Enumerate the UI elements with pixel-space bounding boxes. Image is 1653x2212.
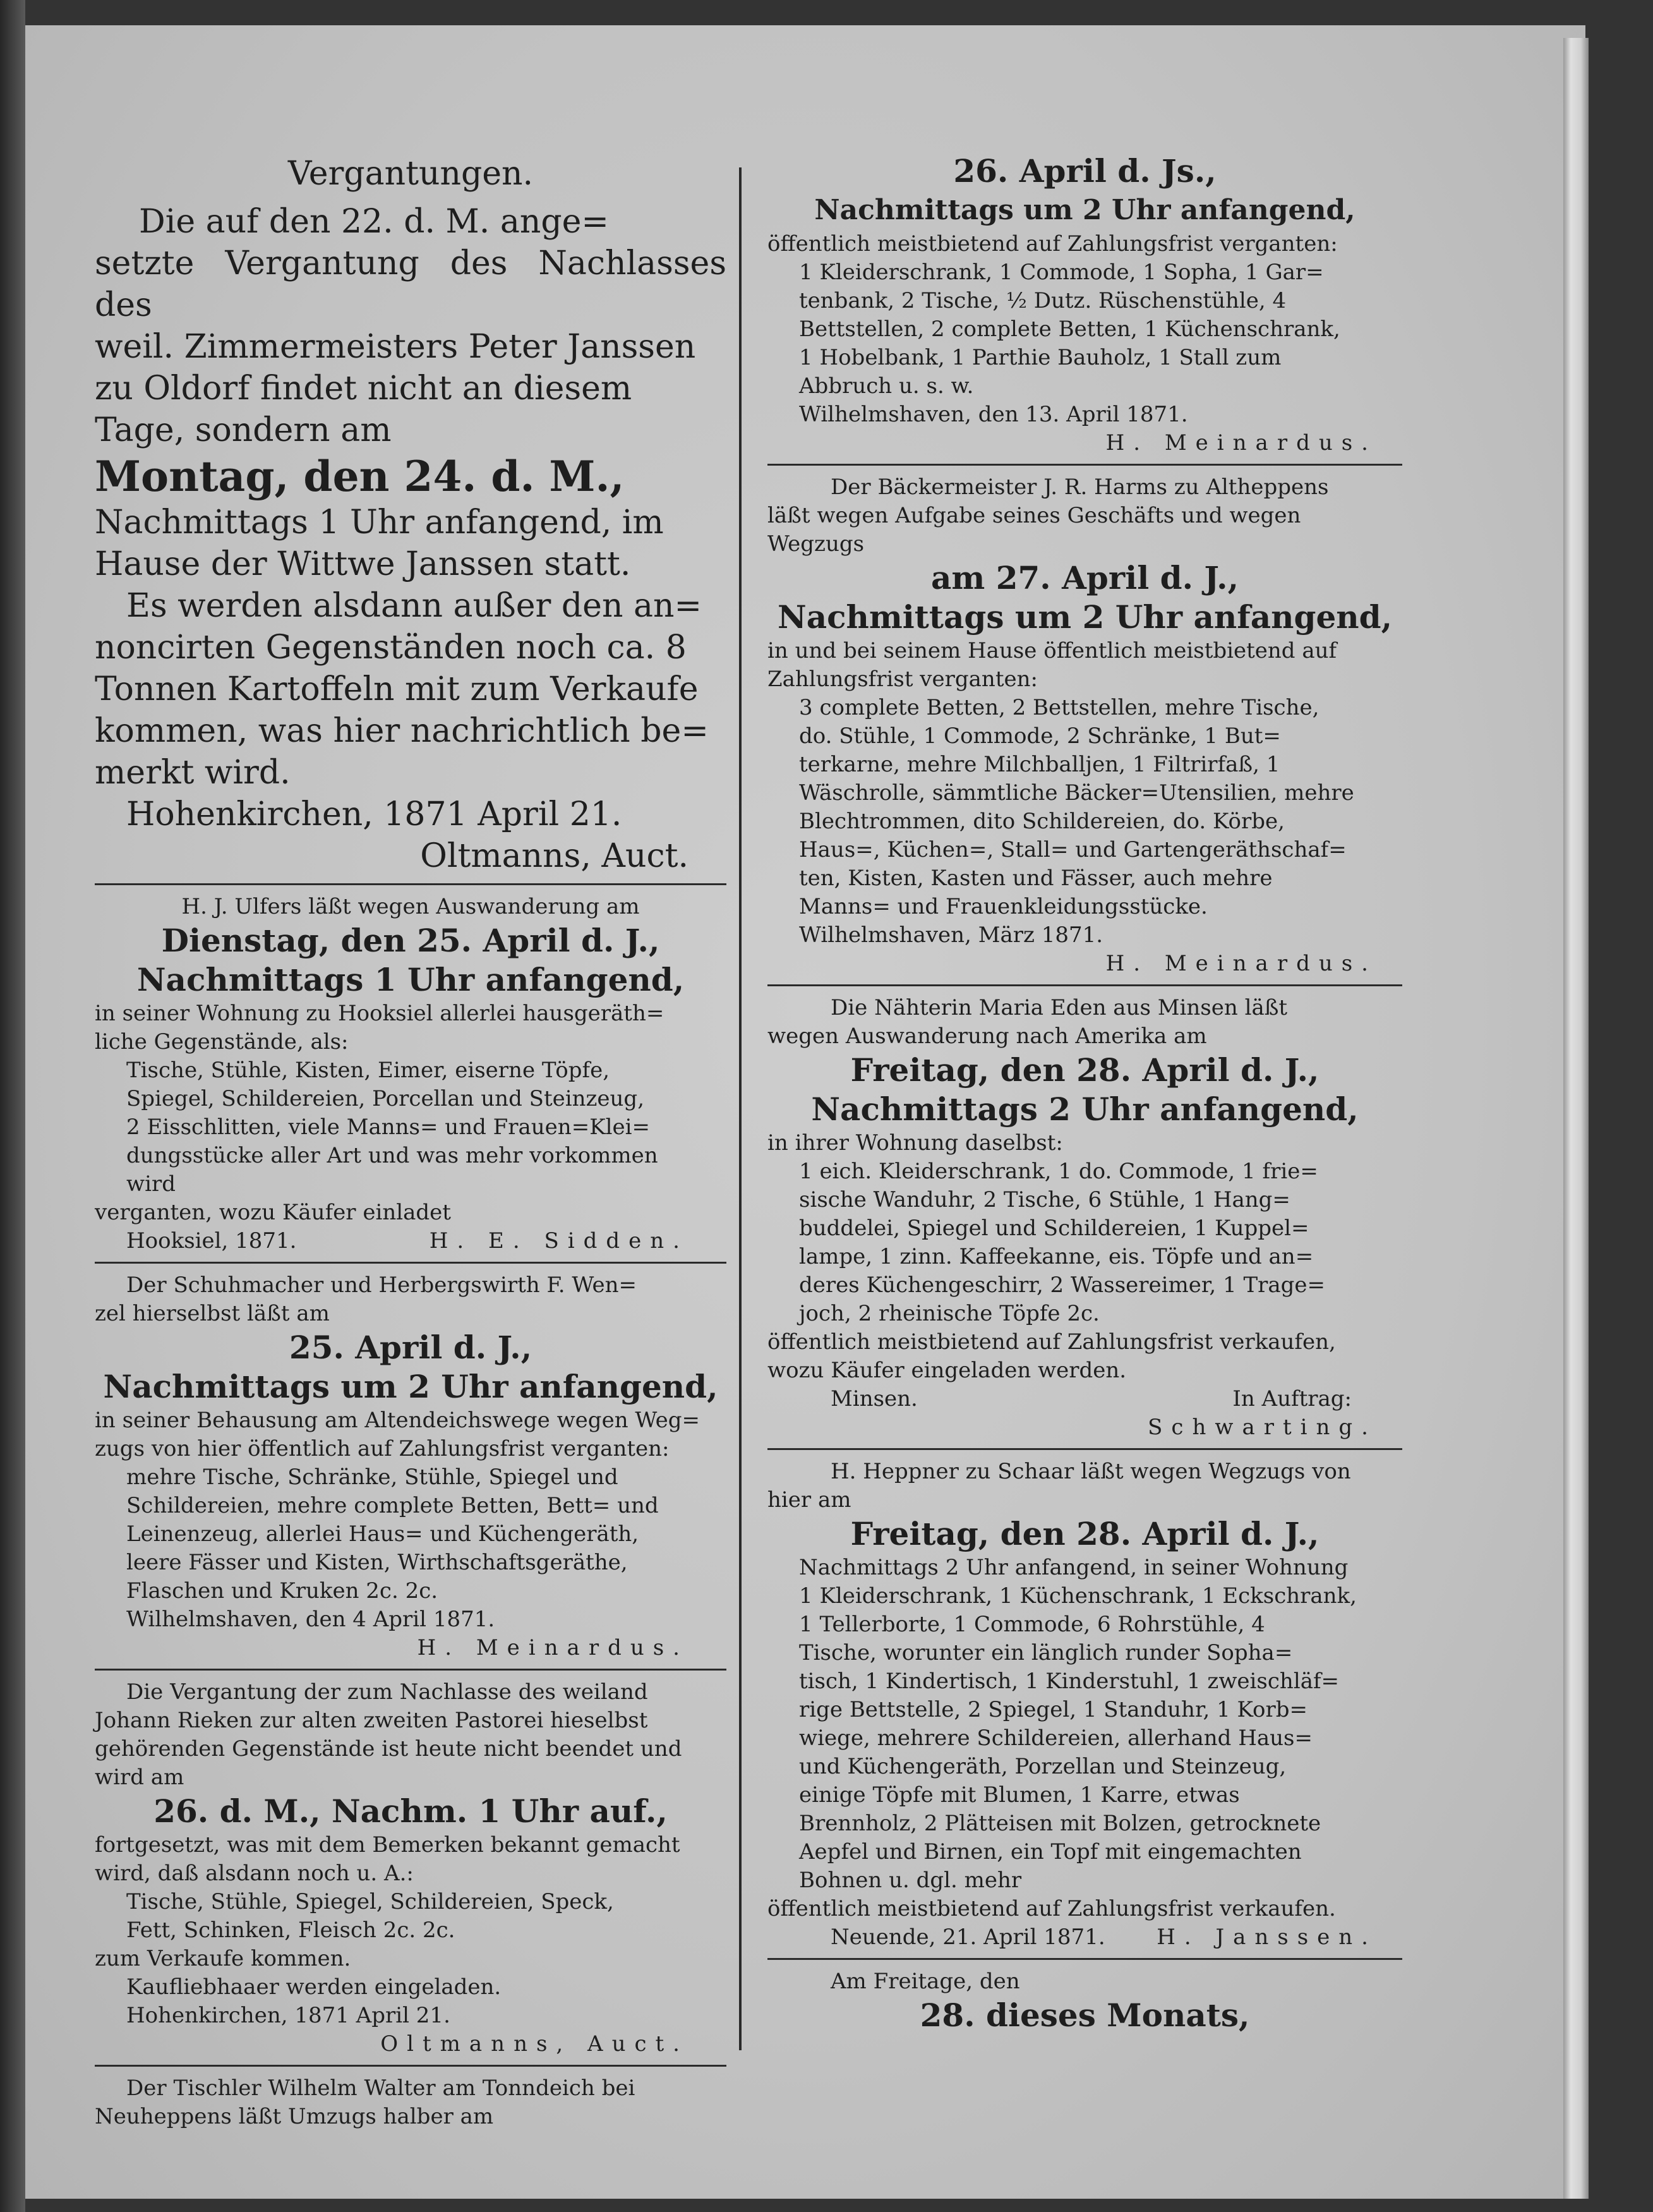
- item-line: Blechtrommen, dito Schildereien, do. Körbe,: [799, 809, 1285, 834]
- signature: Oltmanns, Auct.: [380, 2031, 688, 2057]
- in-auftrag: In Auftrag:: [1232, 1386, 1352, 1411]
- item-line: Brennholz, 2 Plätteisen mit Bolzen, getrocknete: [799, 1811, 1321, 1836]
- notice-line: hier am: [767, 1487, 851, 1513]
- notice-intro: zel hierselbst läßt am: [95, 1301, 330, 1326]
- item-line: einige Töpfe mit Blumen, 1 Karre, etwas: [799, 1782, 1240, 1808]
- notice-line: zu Oldorf findet nicht an diesem: [95, 370, 632, 408]
- item-line: wiege, mehrere Schildereien, allerhand Haus=: [799, 1725, 1313, 1751]
- notice-line: gehörenden Gegenstände ist heute nicht beendet und: [95, 1736, 682, 1762]
- notice-line: Die Vergantung der zum Nachlasse des weiland: [126, 1679, 648, 1705]
- notice-walter: [95, 2074, 726, 2131]
- signature: H. Meinardus.: [417, 1635, 688, 1660]
- item-line: wird: [126, 1171, 176, 1197]
- item-line: Wäschrolle, sämmtliche Bäcker=Utensilien, mehre: [799, 780, 1354, 806]
- signature: Schwarting.: [1148, 1415, 1377, 1440]
- notice-line: Die Nähterin Maria Eden aus Minsen läßt: [831, 995, 1288, 1020]
- item-line: Abbruch u. s. w.: [799, 373, 974, 399]
- notice-closing: verganten, wozu Käufer einladet: [95, 1200, 451, 1225]
- notice-line: weil. Zimmermeisters Peter Janssen: [95, 328, 696, 366]
- divider: [95, 1669, 726, 1671]
- auction-date: 26. d. M., Nachm. 1 Uhr auf.,: [153, 1792, 668, 1830]
- notice-line: Hause der Wittwe Janssen statt.: [95, 545, 631, 583]
- divider: [95, 883, 726, 885]
- item-line: Manns= und Frauenkleidungsstücke.: [799, 894, 1208, 919]
- divider: [767, 464, 1402, 466]
- item-line: mehre Tische, Schränke, Stühle, Spiegel und: [126, 1465, 618, 1490]
- notice-line: wegen Auswanderung nach Amerika am: [767, 1024, 1207, 1049]
- notice-line: Die auf den 22. d. M. ange=: [139, 203, 609, 241]
- item-line: buddelei, Spiegel und Schildereien, 1 Kuppel=: [799, 1216, 1309, 1241]
- notice-intro: H. J. Ulfers läßt wegen Auswanderung am: [181, 894, 640, 919]
- notice-line: Neuheppens läßt Umzugs halber am: [95, 2104, 494, 2129]
- signature: Oltmanns, Auct.: [420, 837, 688, 875]
- item-line: dungsstücke aller Art und was mehr vorkommen: [126, 1143, 658, 1168]
- footer-row: [767, 1923, 1402, 1952]
- notice-line: wird am: [95, 1765, 184, 1790]
- notice-line: Johann Rieken zur alten zweiten Pastorei hieselbst: [95, 1708, 648, 1733]
- item-line: tenbank, 2 Tische, ½ Dutz. Rüschenstühle, 4: [799, 288, 1287, 313]
- notice-heppner: [767, 1458, 1402, 1952]
- notice-line: Nachmittags 2 Uhr anfangend, in seiner Wohnung: [799, 1555, 1349, 1580]
- notice-line: in seiner Behausung am Altendeichswege wegen Weg=: [95, 1408, 700, 1433]
- notice-line: Zahlungsfrist verganten:: [767, 667, 1038, 692]
- auction-date: Dienstag, den 25. April d. J.,: [161, 922, 660, 959]
- notice-harms: [767, 473, 1402, 978]
- item-line: Schildereien, mehre complete Betten, Bett= und: [126, 1493, 659, 1518]
- notice-line: Der Bäckermeister J. R. Harms zu Altheppens: [831, 474, 1329, 500]
- notice-line: Tage, sondern am: [95, 411, 392, 449]
- notice-rieken: [95, 1678, 726, 2058]
- notice-ulfers: [95, 893, 726, 1255]
- auction-time: Nachmittags um 2 Uhr anfangend,: [103, 1368, 718, 1405]
- item-line: Tische, worunter ein länglich runder Sopha=: [799, 1640, 1293, 1665]
- section-heading: Vergantungen.: [287, 155, 534, 193]
- notice-line: fortgesetzt, was mit dem Bemerken bekannt gemacht: [95, 1832, 680, 1858]
- notice-line: H. Heppner zu Schaar läßt wegen Wegzugs von: [831, 1459, 1351, 1484]
- item-line: Spiegel, Schildereien, Porcellan und Steinzeug,: [126, 1086, 645, 1111]
- divider: [95, 1262, 726, 1264]
- notice-line: Wegzugs: [767, 531, 865, 557]
- item-line: 1 Kleiderschrank, 1 Commode, 1 Sopha, 1 Gar=: [799, 260, 1324, 285]
- notice-walter-continued: [767, 152, 1402, 457]
- auction-date: 28. dieses Monats,: [920, 1997, 1250, 2034]
- auction-date: 26. April d. Js.,: [953, 152, 1217, 190]
- notice-line: in seiner Wohnung zu Hooksiel allerlei hausgeräth=: [95, 1001, 664, 1026]
- notice-vergantungen: [95, 152, 726, 877]
- item-line: joch, 2 rheinische Töpfe 2c.: [799, 1301, 1100, 1326]
- notice-line: merkt wird.: [95, 754, 291, 792]
- item-line: 1 Kleiderschrank, 1 Küchenschrank, 1 Eckschrank,: [799, 1583, 1357, 1609]
- item-line: sische Wanduhr, 2 Tische, 6 Stühle, 1 Hang=: [799, 1187, 1290, 1212]
- notice-closing: zum Verkaufe kommen.: [95, 1946, 351, 1971]
- notice-closing: öffentlich meistbietend auf Zahlungsfrist verkaufen.: [767, 1896, 1336, 1921]
- notice-eden: [767, 994, 1402, 1442]
- auction-date: am 27. April d. J.,: [931, 559, 1239, 596]
- notice-schuhmacher: [95, 1271, 726, 1662]
- item-line: 1 Tellerborte, 1 Commode, 6 Rohrstühle, 4: [799, 1612, 1265, 1637]
- book-gutter: [0, 0, 25, 2212]
- item-line: Tische, Stühle, Kisten, Eimer, eiserne Töpfe,: [126, 1058, 610, 1083]
- item-line: do. Stühle, 1 Commode, 2 Schränke, 1 But=: [799, 723, 1281, 749]
- divider: [767, 1448, 1402, 1450]
- item-line: rige Bettstelle, 2 Spiegel, 1 Standuhr, 1 Korb=: [799, 1697, 1307, 1722]
- notice-line: in und bei seinem Hause öffentlich meistbietend auf: [767, 638, 1337, 663]
- notice-closing: öffentlich meistbietend auf Zahlungsfrist verkaufen,: [767, 1329, 1336, 1355]
- divider: [767, 984, 1402, 986]
- auction-date: Montag, den 24. d. M.,: [95, 452, 625, 501]
- left-column: [95, 152, 726, 2131]
- item-line: Fett, Schinken, Fleisch 2c. 2c.: [126, 1918, 455, 1943]
- signature: H. Meinardus.: [1105, 430, 1377, 456]
- right-column: [767, 152, 1402, 2035]
- item-line: Leinenzeug, allerlei Haus= und Küchengeräth,: [126, 1521, 639, 1547]
- item-line: tisch, 1 Kindertisch, 1 Kinderstuhl, 1 zweischläf=: [799, 1669, 1340, 1694]
- item-line: Bohnen u. dgl. mehr: [799, 1868, 1022, 1893]
- notice-line: liche Gegenstände, als:: [95, 1029, 349, 1055]
- auction-date: Freitag, den 28. April d. J.,: [850, 1051, 1319, 1089]
- auction-time: Nachmittags um 2 Uhr anfangend,: [814, 194, 1355, 226]
- item-line: 1 Hobelbank, 1 Parthie Bauholz, 1 Stall zum: [799, 345, 1282, 370]
- item-line: Flaschen und Kruken 2c. 2c.: [126, 1578, 438, 1604]
- item-line: Haus=, Küchen=, Stall= und Gartengeräthschaf=: [799, 837, 1347, 862]
- notice-intro: Am Freitage, den: [831, 1969, 1020, 1994]
- place-date: Hohenkirchen, 1871 April 21.: [126, 795, 622, 833]
- footer-row: [95, 1227, 726, 1255]
- notice-line: läßt wegen Aufgabe seines Geschäfts und wegen: [767, 503, 1301, 528]
- place-date: Hohenkirchen, 1871 April 21.: [126, 2003, 450, 2028]
- item-line: Bettstellen, 2 complete Betten, 1 Küchenschrank,: [799, 317, 1340, 342]
- item-line: und Küchengeräth, Porzellan und Steinzeug,: [799, 1754, 1287, 1779]
- notice-line: kommen, was hier nachrichtlich be=: [95, 712, 709, 750]
- auction-time: Nachmittags 2 Uhr anfangend,: [811, 1091, 1359, 1128]
- notice-line: zugs von hier öffentlich auf Zahlungsfrist verganten:: [95, 1436, 670, 1461]
- signature: H. Janssen.: [1157, 1925, 1377, 1950]
- item-line: leere Fässer und Kisten, Wirthschaftsgeräthe,: [126, 1550, 628, 1575]
- place-date: Wilhelmshaven, März 1871.: [799, 922, 1103, 948]
- notice-closing: wozu Käufer eingeladen werden.: [767, 1358, 1127, 1383]
- item-line: Tische, Stühle, Spiegel, Schildereien, Speck,: [126, 1889, 614, 1914]
- notice-line: öffentlich meistbietend auf Zahlungsfrist verganten:: [767, 231, 1338, 257]
- notice-line: setzte Vergantung des Nachlasses des: [95, 245, 726, 324]
- auction-time: Nachmittags 1 Uhr anfangend,: [136, 961, 685, 998]
- place-date: Wilhelmshaven, den 13. April 1871.: [799, 402, 1188, 427]
- signature: H. Meinardus.: [1105, 951, 1377, 976]
- item-line: Aepfel und Birnen, ein Topf mit eingemachten: [799, 1839, 1302, 1864]
- item-line: terkarne, mehre Milchballjen, 1 Filtrirfaß, 1: [799, 752, 1280, 777]
- item-line: 1 eich. Kleiderschrank, 1 do. Commode, 1 frie=: [799, 1159, 1318, 1184]
- notice-line: noncirten Gegenständen noch ca. 8: [95, 629, 687, 667]
- auction-date: Freitag, den 28. April d. J.,: [850, 1515, 1319, 1552]
- auction-date: 25. April d. J.,: [289, 1329, 532, 1366]
- notice-closing: Kaufliebhaaer werden eingeladen.: [126, 1974, 502, 2000]
- notice-line: Tonnen Kartoffeln mit zum Verkaufe: [95, 670, 699, 708]
- notice-freitag: [767, 1967, 1402, 2035]
- column-rule: [739, 167, 742, 2050]
- notice-line: Nachmittags 1 Uhr anfangend, im: [95, 504, 664, 541]
- item-line: ten, Kisten, Kasten und Fässer, auch mehre: [799, 866, 1273, 891]
- place-date: Neuende, 21. April 1871.: [831, 1925, 1105, 1950]
- place-date: Minsen.: [831, 1386, 918, 1411]
- divider: [95, 2065, 726, 2067]
- footer-row: [767, 1385, 1402, 1413]
- page-edge: [1563, 38, 1589, 2199]
- notice-line: wird, daß alsdann noch u. A.:: [95, 1861, 414, 1886]
- notice-line: Der Tischler Wilhelm Walter am Tonndeich bei: [126, 2076, 635, 2101]
- item-line: 3 complete Betten, 2 Bettstellen, mehre Tische,: [799, 695, 1319, 720]
- notice-line: in ihrer Wohnung daselbst:: [767, 1130, 1063, 1156]
- notice-line: Es werden alsdann außer den an=: [126, 587, 702, 625]
- notice-intro: Der Schuhmacher und Herbergswirth F. Wen=: [126, 1272, 637, 1298]
- item-line: 2 Eisschlitten, viele Manns= und Frauen=Klei=: [126, 1115, 650, 1140]
- auction-time: Nachmittags um 2 Uhr anfangend,: [778, 598, 1392, 636]
- signature: H. E. Sidden.: [429, 1228, 688, 1254]
- item-line: lampe, 1 zinn. Kaffeekanne, eis. Töpfe und an=: [799, 1244, 1314, 1269]
- item-line: deres Küchengeschirr, 2 Wassereimer, 1 Trage=: [799, 1272, 1326, 1298]
- place-date: Hooksiel, 1871.: [126, 1228, 297, 1254]
- place-date: Wilhelmshaven, den 4 April 1871.: [126, 1607, 495, 1632]
- divider: [767, 1958, 1402, 1960]
